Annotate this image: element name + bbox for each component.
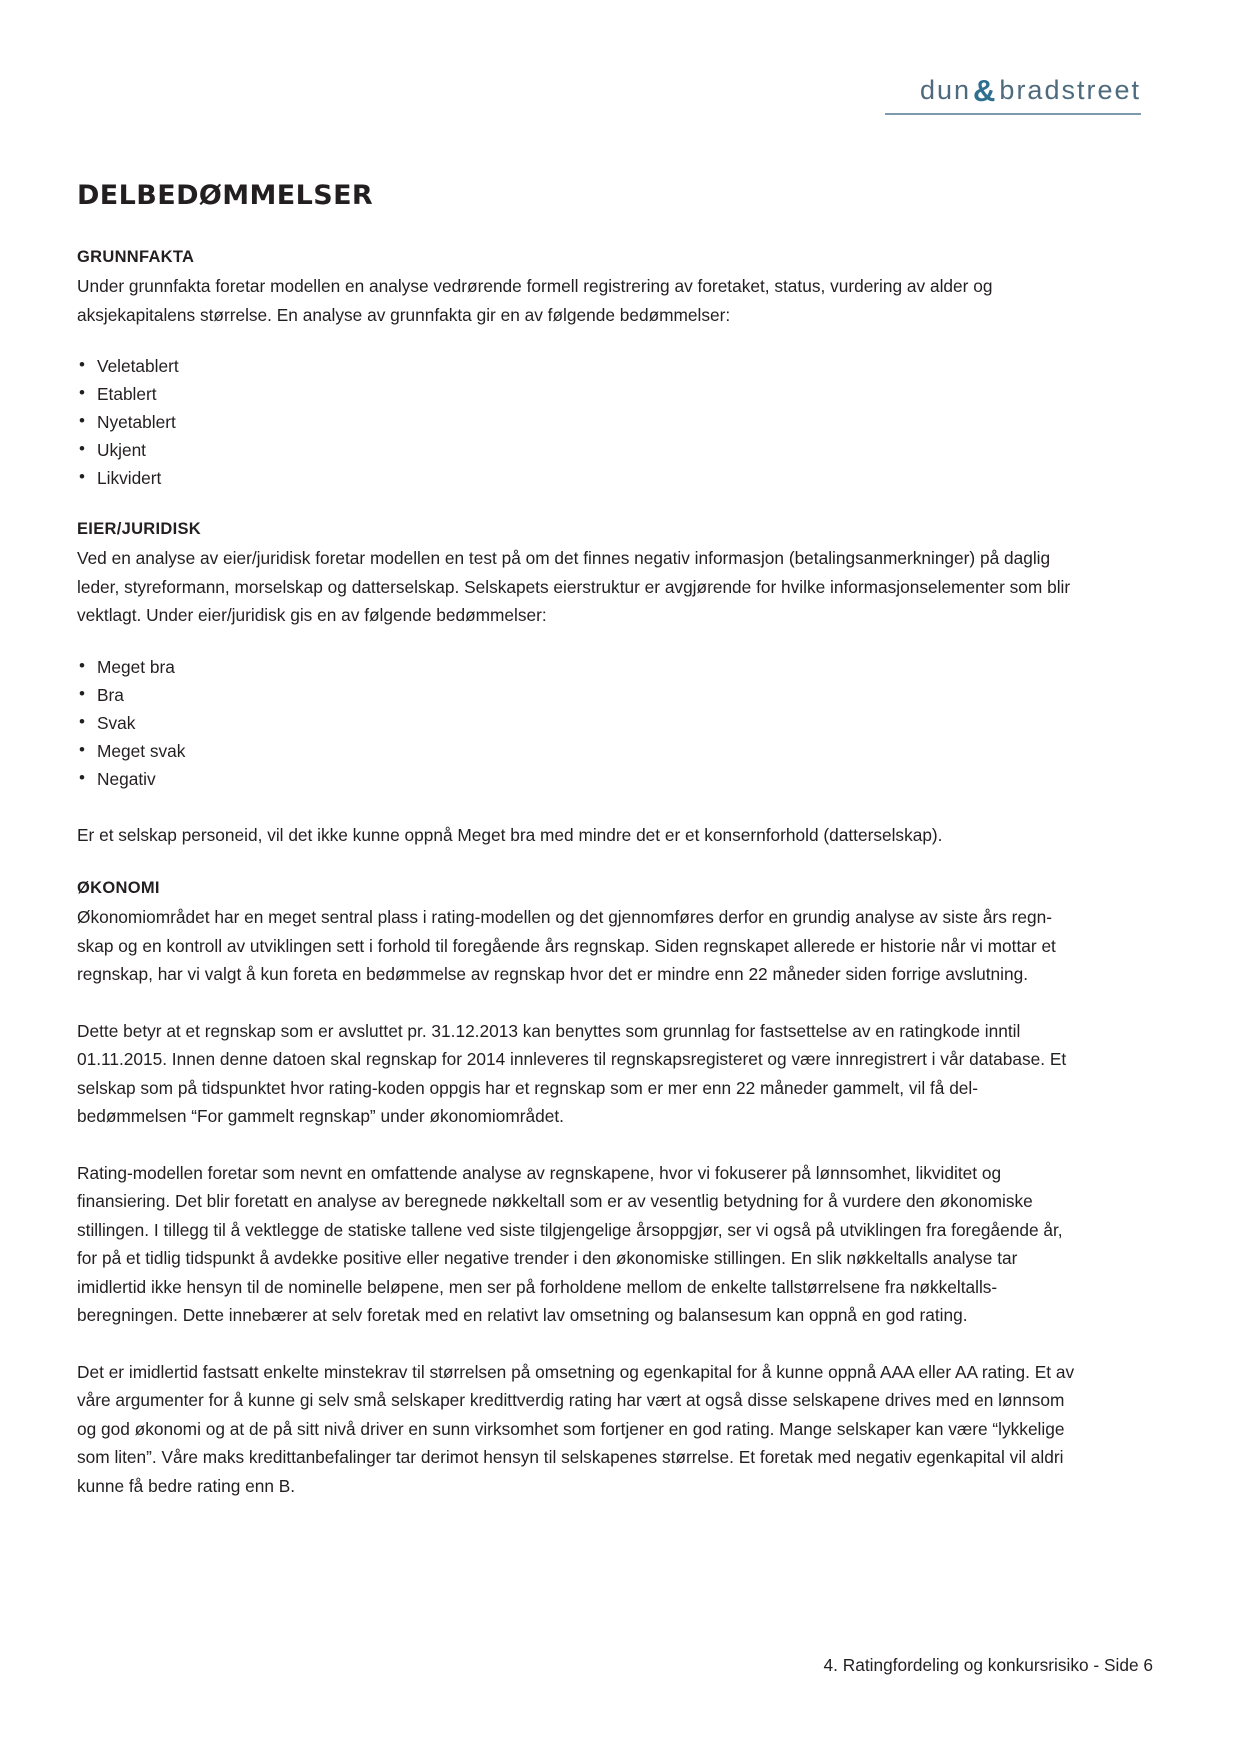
- logo-left-text: dun: [919, 74, 972, 105]
- section-paragraph-grunnfakta: Under grunnfakta foretar modellen en analyse vedrørende formell registrering av foretaket, status, vurdering av alder og aksjekapitalens størrelse. En analyse av grunnfakta gir en av følgende bedømmelser:: [77, 276, 993, 325]
- document-content: [77, 248, 1087, 1500]
- list-item: • Negativ: [77, 765, 1087, 793]
- section-note-eier-juridisk: Er et selskap personeid, vil det ikke kunne oppnå Meget bra med mindre det er et konsernforhold (datterselskap).: [77, 824, 943, 845]
- list-item: • Meget bra: [77, 653, 1087, 681]
- dun-bradstreet-logo: [885, 72, 1141, 115]
- section-paragraph-eier-juridisk: Ved en analyse av eier/juridisk foretar modellen en test på om det finnes negativ informasjon (betalingsanmerkninger) på daglig leder, styreformann, morselskap og datterselskap. Selskapets eierstruktur er avgjørende for hvilke informasjonselementer som blir vektlagt. Under eier/juridisk gis en av følgende bedømmelser:: [77, 548, 1071, 625]
- list-item: • Nyetablert: [77, 408, 1087, 436]
- section-paragraph-okonomi-1: Økonomiområdet har en meget sentral plass i rating-modellen og det gjennomføres derfor en grundig analyse av siste års regn- skap og en kontroll av utviklingen sett i forhold til foregående års regnskap. Siden regnskapet allerede er historie når vi mottar et regnskap, har vi valgt å kun foreta en bedømmelse av regnskap hvor det er mindre enn 22 måneder siden forrige avslutning.: [77, 907, 1056, 984]
- page-title: DELBEDØMMELSER: [77, 180, 374, 211]
- section-paragraph-okonomi-4: Det er imidlertid fastsatt enkelte minstekrav til størrelsen på omsetning og egenkapital for å kunne oppnå AAA eller AA rating. Et av våre argumenter for å kunne gi selv små selskaper kredittverdig rating har vært at også disse selskapene drives med en lønnsom og god økonomi og at de på sitt nivå driver en sunn virksomhet som fortjener en god rating. Mange selskaper kan være “lykkelige som liten”. Våre maks kredittanbefalinger tar derimot hensyn til selskapenes størrelse. Et foretak med negativ egenkapital vil aldri kunne få bedre rating enn B.: [77, 1361, 1075, 1496]
- list-item: • Svak: [77, 709, 1087, 737]
- logo-ampersand-icon: &: [973, 73, 998, 108]
- list-item: • Etablert: [77, 380, 1087, 408]
- section-heading-okonomi: ØKONOMI: [77, 879, 160, 897]
- bullet-list-grunnfakta: [77, 352, 1087, 492]
- section-heading-eier-juridisk: EIER/JURIDISK: [77, 520, 202, 538]
- list-item: • Bra: [77, 681, 1087, 709]
- list-item: • Veletablert: [77, 352, 1087, 380]
- logo-right-text: bradstreet: [999, 74, 1141, 105]
- logo-underline-rule: [885, 113, 1141, 115]
- section-paragraph-okonomi-2: Dette betyr at et regnskap som er avsluttet pr. 31.12.2013 kan benyttes som grunnlag for fastsettelse av en ratingkode inntil 01.11.2015. Innen denne datoen skal regnskap for 2014 innleveres til regnskapsregisteret og være innregistrert i vår database. Et selskap som på tidspunktet hvor rating-koden oppgis har et regnskap som er mer enn 22 måneder gammelt, vil få del- bedømmelsen “For gammelt regnskap” under økonomiområdet.: [77, 1020, 1067, 1126]
- list-item: • Likvidert: [77, 464, 1087, 492]
- list-item: • Meget svak: [77, 737, 1087, 765]
- page-footer: 4. Ratingfordeling og konkursrisiko - Side 6: [823, 1655, 1153, 1675]
- section-heading-grunnfakta: GRUNNFAKTA: [77, 248, 195, 266]
- list-item: • Ukjent: [77, 436, 1087, 464]
- bullet-list-eier-juridisk: [77, 653, 1087, 793]
- section-paragraph-okonomi-3: Rating-modellen foretar som nevnt en omfattende analyse av regnskapene, hvor vi fokuserer på lønnsomhet, likviditet og finansiering. Det blir foretatt en analyse av beregnede nøkkeltall som er av vesentlig betydning for å vurdere den økonomiske stillingen. I tillegg til å vektlegge de statiske tallene ved siste tilgjengelige årsoppgjør, ser vi også på utviklingen fra foregående år, for på et tidlig tidspunkt å avdekke positive eller negative trender i den økonomiske stillingen. En slik nøkkeltalls analyse tar imidlertid ikke hensyn til de nominelle beløpene, men ser på forholdene mellom de enkelte tallstørrelsene fra nøkkeltalls- beregningen. Dette innebærer at selv foretak med en relativt lav omsetning og balansesum kan oppnå en god rating.: [77, 1162, 1063, 1325]
- logo-text-row: [920, 72, 1141, 108]
